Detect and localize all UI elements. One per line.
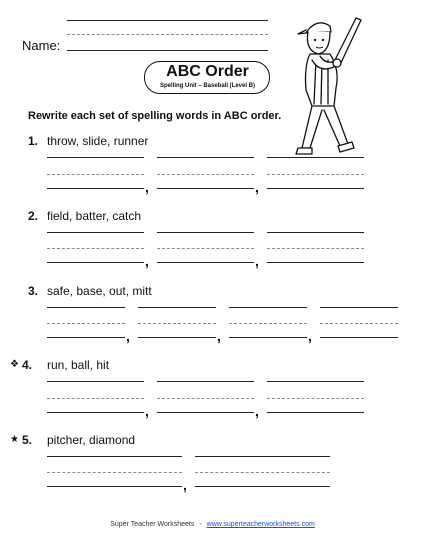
footer-separator: - <box>199 521 202 528</box>
instructions: Rewrite each set of spelling words in ABC order. <box>28 110 282 122</box>
question-4-number: 4. <box>22 358 33 372</box>
question-1-number: 1. <box>28 134 39 148</box>
question-1-words: throw, slide, runner <box>47 134 149 148</box>
page-subtitle: Spelling Unit – Baseball (Level B) <box>159 83 256 89</box>
name-label: Name: <box>22 38 61 53</box>
question-3-words: safe, base, out, mitt <box>47 284 152 298</box>
question-2-number: 2. <box>28 209 39 223</box>
question-3-number: 3. <box>28 284 39 298</box>
question-2-words: field, batter, catch <box>47 209 142 223</box>
question-4-words: run, ball, hit <box>47 358 110 372</box>
question-5-marker: ★ <box>10 434 19 445</box>
footer <box>0 520 425 529</box>
footer-url-link[interactable]: www.superteacherworksheets.com <box>206 521 315 528</box>
name-writing-line[interactable] <box>67 50 268 51</box>
name-top-line <box>67 20 268 21</box>
question-5-words: pitcher, diamond <box>47 433 136 447</box>
baseball-batter-icon <box>290 10 372 162</box>
name-dashed-line <box>67 34 268 35</box>
question-5-number: 5. <box>22 433 33 447</box>
question-4-marker: ❖ <box>10 359 19 370</box>
page-title: ABC Order <box>166 63 249 80</box>
footer-brand: Super Teacher Worksheets <box>110 521 195 528</box>
